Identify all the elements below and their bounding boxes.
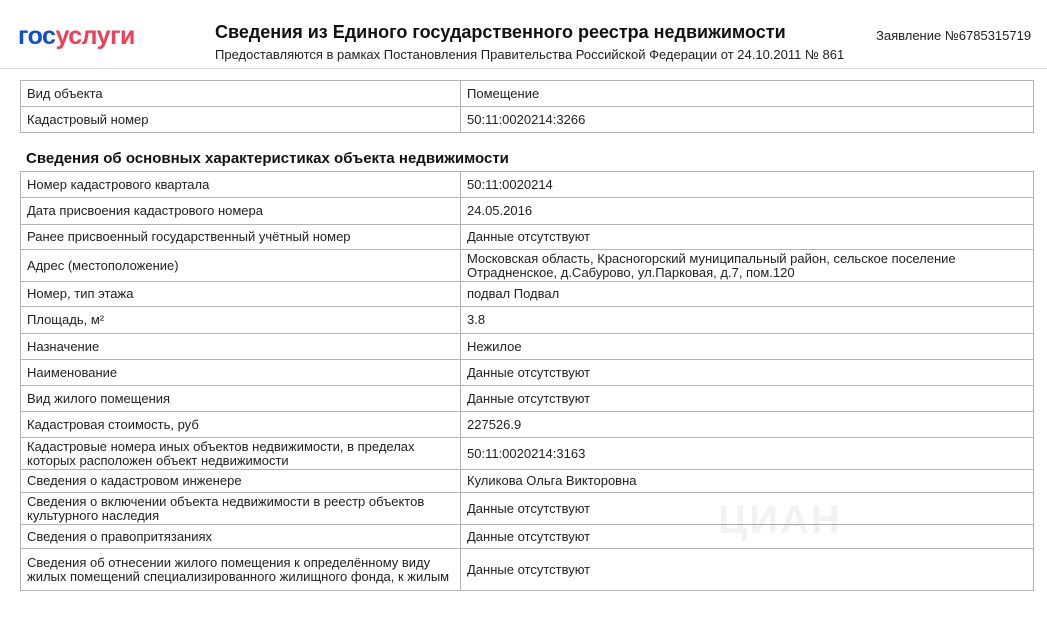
object-summary-table [20, 80, 1034, 133]
application-number: Заявление №6785315719 [876, 28, 1032, 43]
row-value: 227526.9 [461, 412, 1034, 438]
table-row [21, 198, 1034, 225]
table-row [21, 525, 1034, 549]
row-value: Куликова Ольга Викторовна [461, 470, 1034, 493]
row-label: Сведения о правопритязаниях [21, 525, 461, 549]
row-value: Данные отсутствуют [461, 386, 1034, 412]
table-row [21, 307, 1034, 334]
table-row [21, 470, 1034, 493]
row-label: Сведения об отнесении жилого помещения к определённому виду жилых помещений специализированного жилищного фонда, к жилым [21, 549, 461, 591]
section-heading: Сведения об основных характеристиках объекта недвижимости [26, 150, 509, 167]
row-label: Назначение [21, 334, 461, 360]
row-label: Адрес (местоположение) [21, 250, 461, 282]
row-label: Наименование [21, 360, 461, 386]
table-row [21, 386, 1034, 412]
row-label: Дата присвоения кадастрового номера [21, 198, 461, 225]
row-label: Кадастровые номера иных объектов недвижимости, в пределах которых расположен объект недвижимости [21, 438, 461, 470]
page-header [0, 0, 1047, 69]
table-row [21, 549, 1034, 591]
row-label: Площадь, м² [21, 307, 461, 334]
characteristics-table [20, 171, 1034, 591]
table-row [21, 282, 1034, 307]
row-label-cadastral-number: Кадастровый номер [21, 107, 461, 133]
row-value-cadastral-number: 50:11:0020214:3266 [461, 107, 1034, 133]
row-value: 50:11:0020214 [461, 172, 1034, 198]
row-value: Данные отсутствуют [461, 225, 1034, 250]
row-label: Сведения о кадастровом инженере [21, 470, 461, 493]
row-value: 50:11:0020214:3163 [461, 438, 1034, 470]
table-row [21, 250, 1034, 282]
table-row [21, 438, 1034, 470]
row-label-object-type: Вид объекта [21, 81, 461, 107]
row-value: Данные отсутствуют [461, 493, 1034, 525]
document-title: Сведения из Единого государственного реестра недвижимости [215, 22, 786, 42]
row-label: Ранее присвоенный государственный учётный номер [21, 225, 461, 250]
table-row [21, 412, 1034, 438]
row-label: Сведения о включении объекта недвижимости в реестр объектов культурного наследия [21, 493, 461, 525]
row-value: Московская область, Красногорский муниципальный район, сельское поселение Отрадненское, д.Сабурово, ул.Парковая, д.7, пом.120 [461, 250, 1034, 282]
row-value: Данные отсутствуют [461, 525, 1034, 549]
row-label: Номер, тип этажа [21, 282, 461, 307]
logo-part-uslugi: услуги [55, 22, 135, 50]
table-row [21, 334, 1034, 360]
row-label: Кадастровая стоимость, руб [21, 412, 461, 438]
table-row [21, 107, 1034, 133]
row-value: Данные отсутствуют [461, 360, 1034, 386]
watermark: ЦИАН [718, 498, 842, 542]
row-value: 3.8 [461, 307, 1034, 334]
row-label: Вид жилого помещения [21, 386, 461, 412]
gosuslugi-logo[interactable] [18, 22, 135, 50]
row-value: 24.05.2016 [461, 198, 1034, 225]
table-row [21, 172, 1034, 198]
row-value: Нежилое [461, 334, 1034, 360]
document-subtitle: Предоставляются в рамках Постановления Правительства Российской Федерации от 24.10.2011 № 861 [215, 47, 845, 62]
table-row [21, 81, 1034, 107]
row-value: подвал Подвал [461, 282, 1034, 307]
row-label: Номер кадастрового квартала [21, 172, 461, 198]
logo-part-gos: гос [18, 22, 56, 50]
table-row [21, 493, 1034, 525]
table-row [21, 360, 1034, 386]
table-row [21, 225, 1034, 250]
row-value: Данные отсутствуют [461, 549, 1034, 591]
row-value-object-type: Помещение [461, 81, 1034, 107]
